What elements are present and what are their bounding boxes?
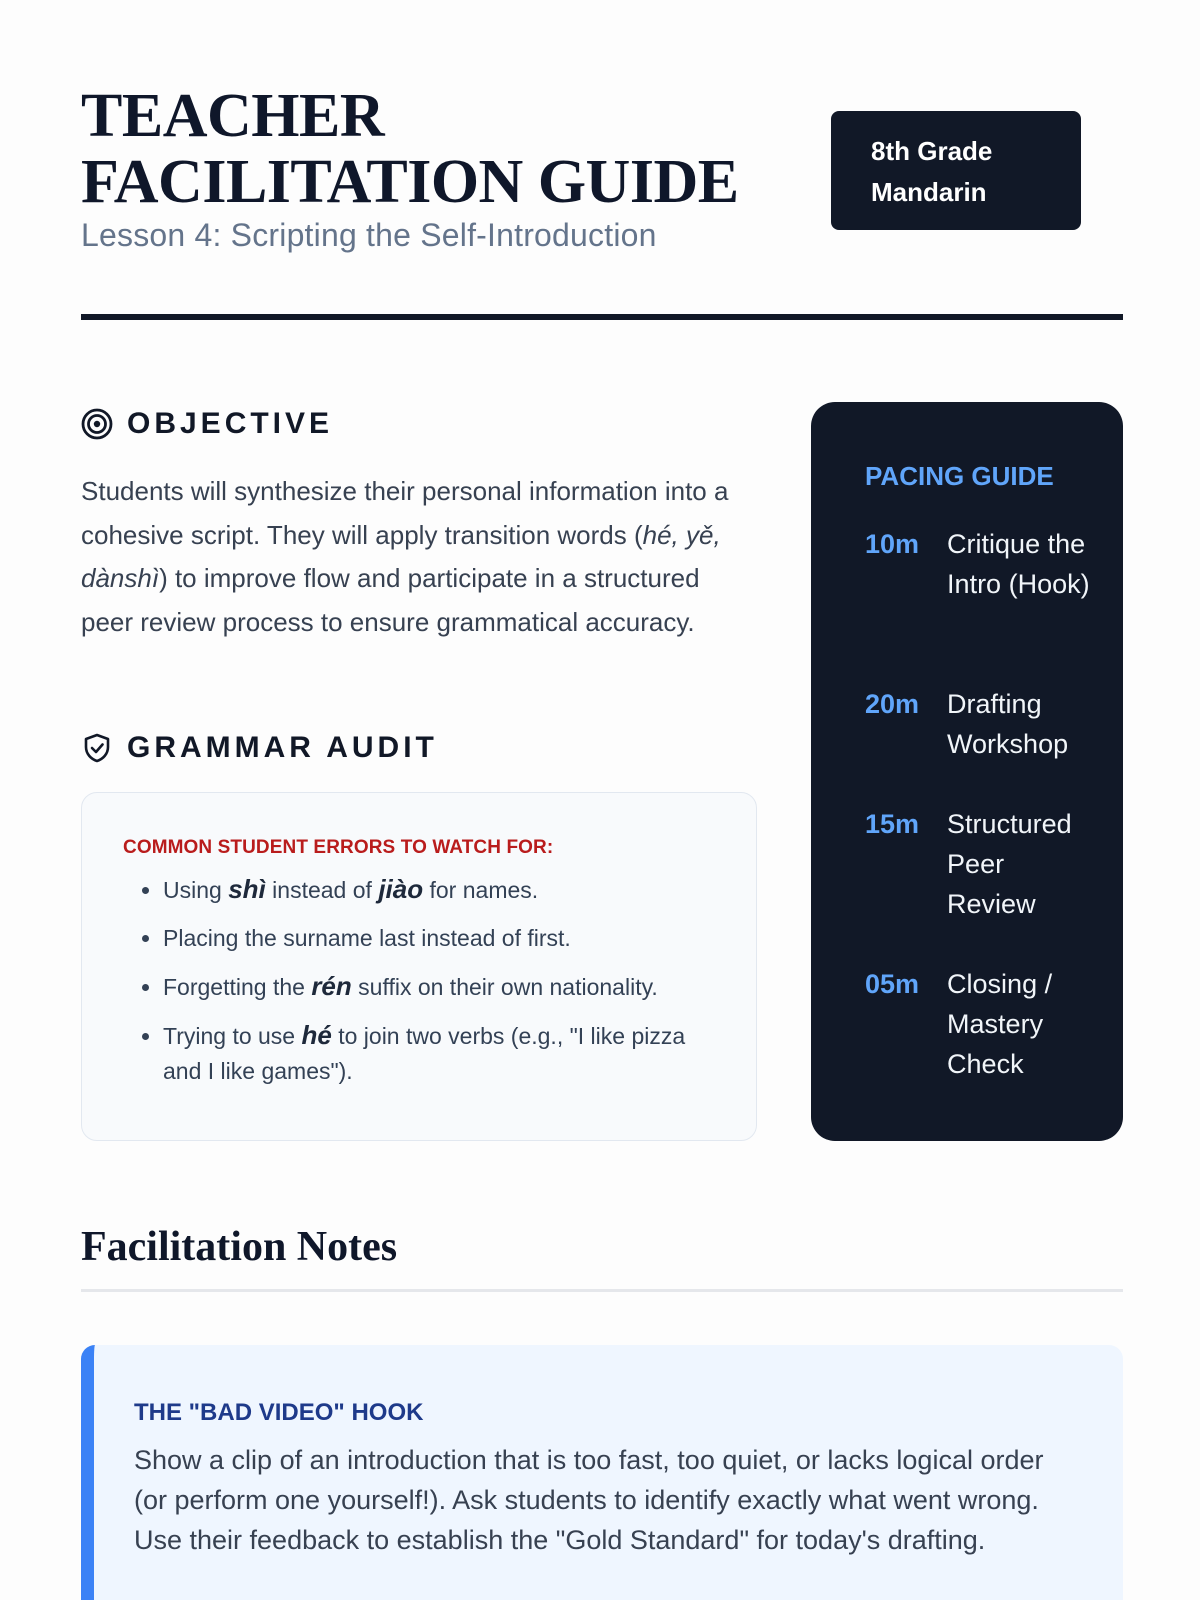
errors-list (123, 872, 716, 1089)
errors-heading: COMMON STUDENT ERRORS TO WATCH FOR: (123, 837, 554, 858)
shield-check-icon (81, 732, 113, 764)
pinyin-term: rén (311, 971, 352, 1001)
pinyin-term: jiào (378, 874, 424, 904)
list-item (163, 969, 716, 1005)
list-item (163, 872, 716, 908)
lesson-subtitle: Lesson 4: Scripting the Self-Introduction (81, 217, 657, 253)
pacing-minutes: 10m (865, 529, 920, 559)
grade-badge-line2: Mandarin (871, 177, 987, 207)
pinyin-term: hé (301, 1020, 332, 1050)
pacing-activity: Structured Peer Review (947, 809, 1072, 919)
grammar-audit-label: GRAMMAR AUDIT (127, 731, 438, 764)
grammar-audit-box (81, 792, 757, 1141)
pacing-minutes: 15m (865, 809, 920, 839)
error-text: for names. (423, 877, 539, 903)
hook-title: THE "BAD VIDEO" HOOK (134, 1399, 424, 1426)
notes-title: Facilitation Notes (81, 1224, 398, 1270)
error-text: Forgetting the (163, 974, 312, 1000)
pacing-row (865, 804, 1097, 924)
hook-card (81, 1345, 1123, 1600)
list-item (163, 1018, 716, 1089)
pinyin-term: shì (228, 874, 266, 904)
objective-heading (81, 406, 333, 442)
notes-divider (81, 1289, 1123, 1292)
pacing-row (865, 524, 1097, 604)
grade-badge (831, 111, 1081, 230)
pacing-title: PACING GUIDE (865, 461, 1054, 491)
pacing-row (865, 964, 1087, 1084)
error-text: Trying to use (163, 1023, 302, 1049)
objective-label: OBJECTIVE (127, 407, 334, 440)
pacing-guide (811, 402, 1123, 1141)
page-title: TEACHER FACILITATION GUIDE (81, 82, 739, 216)
hook-text: Show a clip of an introduction that is too fast, too quiet, or lacks logical order (or perform one yourself!). Ask students to identify exactly what went wrong. Use their feedback to establish the "Gold Standard" for today's drafting. (134, 1445, 1044, 1555)
error-text: to join two verbs (e.g., "I like pizza and I like games"). (163, 1023, 686, 1084)
target-icon (81, 408, 113, 440)
pacing-minutes: 20m (865, 689, 920, 719)
list-item (163, 921, 716, 956)
header-divider (81, 314, 1123, 320)
objective-transition-words: hé, yě, dànshì (81, 519, 721, 593)
pacing-minutes: 05m (865, 969, 920, 999)
objective-text-part2: ) to improve flow and participate in a structured peer review process to ensure grammatical accuracy. (81, 563, 700, 637)
pacing-activity: Closing / Mastery Check (947, 969, 1053, 1079)
objective-text (81, 470, 741, 644)
objective-text-part1: Students will synthesize their personal information into a cohesive script. They will apply transition words ( (81, 476, 729, 550)
pacing-activity: Critique the Intro (Hook) (947, 529, 1090, 599)
pacing-row (865, 684, 1107, 764)
error-text: instead of (265, 877, 379, 903)
grade-badge-line1: 8th Grade (871, 136, 993, 166)
error-text: suffix on their own nationality. (351, 974, 658, 1000)
error-text: Using (163, 877, 229, 903)
grammar-audit-heading (81, 730, 438, 766)
error-text: Placing the surname last instead of first. (163, 925, 571, 951)
pacing-activity: Drafting Workshop (947, 689, 1069, 759)
